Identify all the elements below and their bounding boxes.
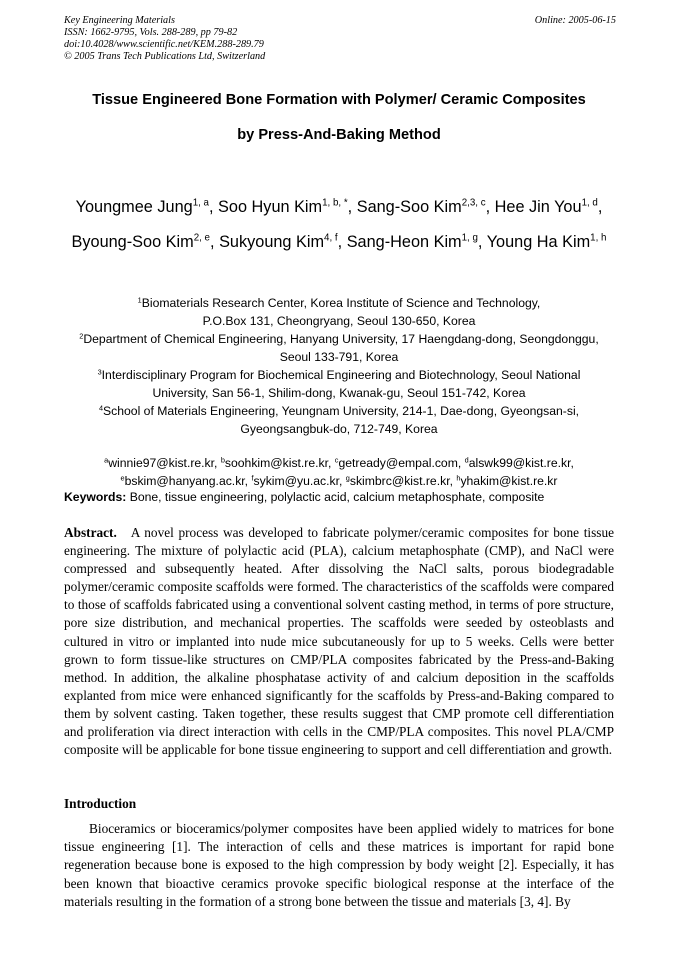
author-separator: , bbox=[208, 198, 219, 216]
keywords-text: Bone, tissue engineering, polylactic acid, calcium metaphosphate, composite bbox=[126, 490, 545, 504]
author-affiliation-mark: 2, e bbox=[193, 232, 210, 244]
keywords-label: Keywords: bbox=[64, 490, 127, 504]
author-line-2 bbox=[30, 232, 648, 252]
author-affiliation-mark: 1, g bbox=[461, 232, 478, 244]
email-line-1 bbox=[40, 454, 638, 472]
affiliation-text: Department of Chemical Engineering, Hanyang University, 17 Haengdang-dong, Seongdonggu, bbox=[83, 332, 599, 346]
email-mark: b bbox=[220, 455, 225, 465]
introduction-heading: Introduction bbox=[64, 796, 137, 811]
abstract-text: A novel process was developed to fabricate polymer/ceramic composites for bone tissue engineering. The mixture of polylactic acid (PLA), calcium metaphosphate (CMP), and NaCl were compressed and subsequently heated. After dissolving the NaCl salts, porous biodegradable polymer/ceramic composite scaffolds were formed. The characteristics of the scaffolds were compared to those of scaffolds fabricated using a conventional solvent casting method, in terms of pore structure, pore size distribution, and mechanical properties. The scaffolds were seeded by osteoblasts and cultured in vitro or implanted into nude mice subcutaneously for up to 5 weeks. Cells were better grown to form tissue-like structures on CMP/PLA composites fabricated by the Press-and-Baking method. In addition, the alkaline phosphatase activity of and calcium deposition in the scaffolds explanted from mice were enhanced significantly for the scaffolds by Press-and-Baking compared to them by solvent casting. Taken together, these results suggest that CMP promote cell differentiation and proliferation via direct interaction with cells in the CMP/PLA composites. This novel PLA/CMP composite will be applicable for bone tissue engineering to support and cell differentiation and growth. bbox=[64, 525, 614, 758]
author-name: Young Ha Kim bbox=[486, 233, 591, 251]
affiliation-line: P.O.Box 131, Cheongryang, Seoul 130-650, Korea bbox=[202, 314, 476, 328]
affiliation-line bbox=[40, 294, 638, 312]
author-affiliation-mark: 1, b, * bbox=[322, 197, 348, 209]
email-mark: h bbox=[456, 473, 461, 483]
author-affiliation-mark: 2,3, c bbox=[461, 197, 486, 209]
author-separator: , bbox=[337, 233, 347, 251]
email-mark: c bbox=[334, 455, 339, 465]
keywords bbox=[64, 488, 624, 506]
author-separator: , bbox=[597, 198, 603, 216]
affiliation-3 bbox=[40, 366, 638, 402]
email-address: skimbrc@kist.re.kr, bbox=[349, 474, 457, 488]
author-separator: , bbox=[210, 233, 220, 251]
email-address: sykim@yu.ac.kr, bbox=[253, 474, 346, 488]
author-name: Sang-Heon Kim bbox=[346, 233, 462, 251]
affiliation-mark: 2 bbox=[79, 331, 84, 341]
email-address: alswk99@kist.re.kr, bbox=[468, 456, 574, 470]
author-name: Sang-Soo Kim bbox=[356, 198, 462, 216]
introduction-paragraph: Bioceramics or bioceramics/polymer composites have been applied widely to matrices for bone tissue engineering [1]. The interaction of cells and these matrices is important for rapid bone regeneration because bone is exposed to the high compression by body weight [2]. Especially, it has been known that bioactive ceramics provoke specific biological response at the interface of the materials resulting in the formation of a strong bone between the tissue and materials [3, 4]. By bbox=[64, 821, 614, 909]
author-separator: , bbox=[477, 233, 487, 251]
journal-name: Key Engineering Materials bbox=[64, 15, 175, 26]
abstract bbox=[64, 524, 614, 759]
email-mark: d bbox=[464, 455, 469, 465]
affiliation-text: School of Materials Engineering, Yeungnam University, 214-1, Dae-dong, Gyeongsan-si, bbox=[103, 404, 580, 418]
email-mark: a bbox=[104, 455, 109, 465]
affiliation-text: Interdisciplinary Program for Biochemical Engineering and Biotechnology, Seoul National bbox=[101, 368, 581, 382]
affiliation-4 bbox=[40, 402, 638, 438]
affiliation-line: Seoul 133-791, Korea bbox=[279, 350, 399, 364]
author-name: Youngmee Jung bbox=[75, 198, 193, 216]
doi-line: doi:10.4028/www.scientific.net/KEM.288-289.79 bbox=[64, 39, 264, 50]
email-mark: g bbox=[345, 473, 350, 483]
paper-title-line-1: Tissue Engineered Bone Formation with Polymer/ Ceramic Composites bbox=[92, 92, 586, 108]
author-separator: , bbox=[485, 198, 495, 216]
email-mark: e bbox=[120, 473, 125, 483]
email-address: bskim@hanyang.ac.kr, bbox=[124, 474, 252, 488]
copyright-line: © 2005 Trans Tech Publications Ltd, Switzerland bbox=[64, 51, 266, 62]
affiliation-2 bbox=[40, 330, 638, 366]
affiliation-mark: 1 bbox=[137, 295, 142, 305]
issn-line: ISSN: 1662-9795, Vols. 288-289, pp 79-82 bbox=[64, 27, 238, 38]
affiliation-line: Gyeongsangbuk-do, 712-749, Korea bbox=[240, 422, 438, 436]
abstract-label: Abstract. bbox=[64, 525, 117, 540]
author-name: Byoung-Soo Kim bbox=[71, 233, 194, 251]
author-affiliation-mark: 4, f bbox=[324, 232, 338, 244]
affiliation-line bbox=[40, 366, 638, 384]
affiliation-mark: 3 bbox=[97, 367, 102, 377]
affiliation-1 bbox=[40, 294, 638, 330]
email-address: soohkim@kist.re.kr, bbox=[224, 456, 335, 470]
author-affiliation-mark: 1, a bbox=[192, 197, 209, 209]
author-name: Sukyoung Kim bbox=[219, 233, 325, 251]
author-affiliation-mark: 1, h bbox=[590, 232, 607, 244]
email-address: winnie97@kist.re.kr, bbox=[108, 456, 221, 470]
affiliation-line bbox=[40, 330, 638, 348]
online-date: Online: 2005-06-15 bbox=[534, 15, 616, 26]
paper-title-line-2: by Press-And-Baking Method bbox=[237, 127, 441, 143]
author-affiliation-mark: 1, d bbox=[581, 197, 598, 209]
author-name: Hee Jin You bbox=[494, 198, 582, 216]
email-mark: f bbox=[251, 473, 254, 483]
author-line-1 bbox=[30, 197, 648, 217]
email-address: yhakim@kist.re.kr bbox=[460, 474, 558, 488]
affiliation-line: University, San 56-1, Shilim-dong, Kwanak-gu, Seoul 151-742, Korea bbox=[152, 386, 526, 400]
affiliation-text: Biomaterials Research Center, Korea Institute of Science and Technology, bbox=[141, 296, 541, 310]
author-name: Soo Hyun Kim bbox=[218, 198, 323, 216]
author-separator: , bbox=[347, 198, 357, 216]
affiliation-line bbox=[40, 402, 638, 420]
affiliation-mark: 4 bbox=[98, 403, 104, 413]
email-address: getready@empal.com, bbox=[338, 456, 465, 470]
journal-header bbox=[64, 15, 616, 63]
author-emails bbox=[40, 454, 638, 490]
